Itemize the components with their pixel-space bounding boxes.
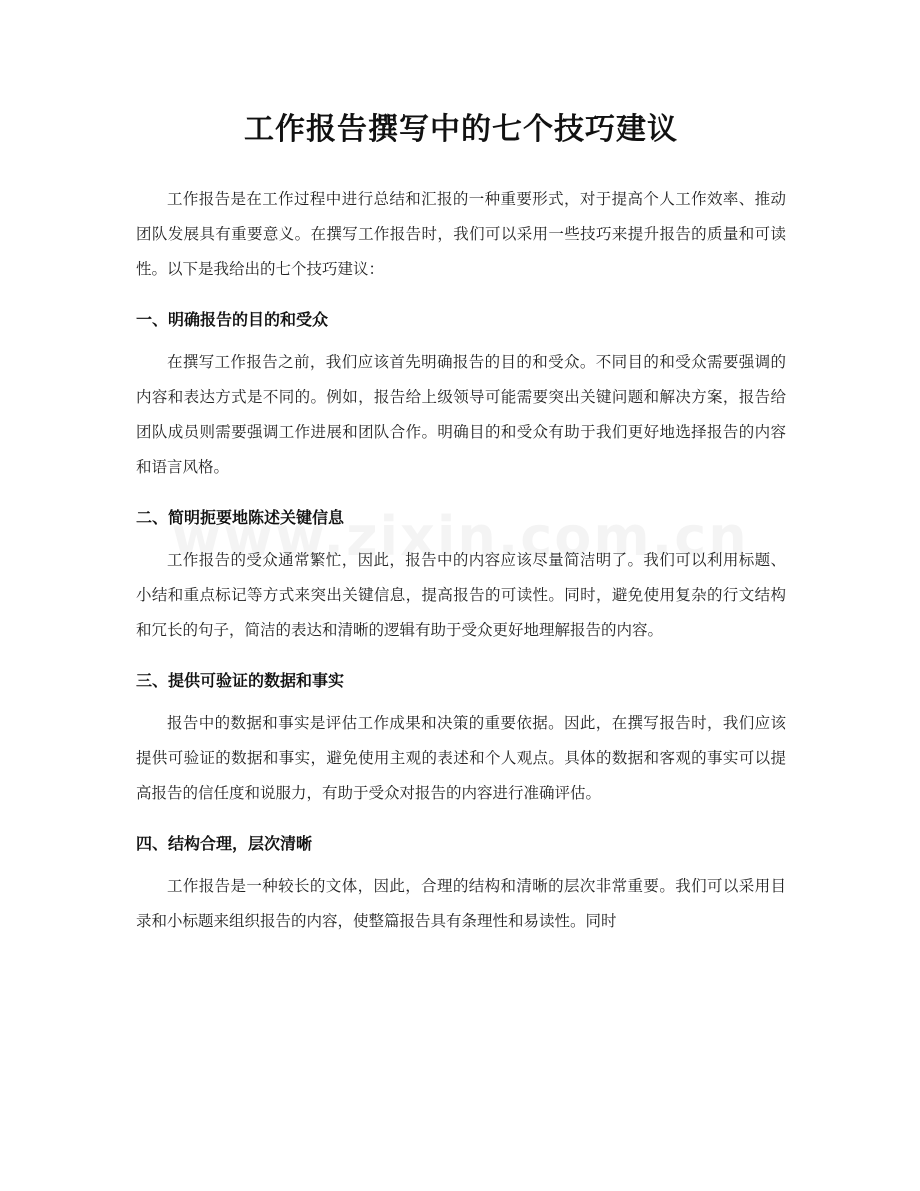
section-body: 报告中的数据和事实是评估工作成果和决策的重要依据。因此，在撰写报告时，我们应该提供可验证的数据和事实，避免使用主观的表述和个人观点。具体的数据和客观的事实可以提高报告的信任度和说服力，有助于受众对报告的内容进行准确评估。 bbox=[136, 714, 786, 802]
section-heading: 四、结构合理，层次清晰 bbox=[136, 834, 313, 853]
section-heading: 二、简明扼要地陈述关键信息 bbox=[136, 508, 345, 527]
section-1 bbox=[136, 305, 786, 485]
section-3 bbox=[136, 666, 786, 811]
section-2 bbox=[136, 503, 786, 648]
section-body: 工作报告是一种较长的文体，因此，合理的结构和清晰的层次非常重要。我们可以采用目录和小标题来组织报告的内容，使整篇报告具有条理性和易读性。同时 bbox=[136, 877, 786, 930]
document-content bbox=[136, 104, 786, 939]
section-body: 在撰写工作报告之前，我们应该首先明确报告的目的和受众。不同目的和受众需要强调的内容和表达方式是不同的。例如，报告给上级领导可能需要突出关键问题和解决方案，报告给团队成员则需要强调工作进展和团队合作。明确目的和受众有助于我们更好地选择报告的内容和语言风格。 bbox=[136, 353, 786, 476]
section-4 bbox=[136, 829, 786, 939]
section-heading: 三、提供可验证的数据和事实 bbox=[136, 671, 345, 690]
intro-paragraph: 工作报告是在工作过程中进行总结和汇报的一种重要形式，对于提高个人工作效率、推动团队发展具有重要意义。在撰写工作报告时，我们可以采用一些技巧来提升报告的质量和可读性。以下是我给出的七个技巧建议： bbox=[136, 190, 786, 278]
document-title: 工作报告撰写中的七个技巧建议 bbox=[244, 112, 678, 147]
section-body: 工作报告的受众通常繁忙，因此，报告中的内容应该尽量简洁明了。我们可以利用标题、小结和重点标记等方式来突出关键信息，提高报告的可读性。同时，避免使用复杂的行文结构和冗长的句子，简洁的表达和清晰的逻辑有助于受众更好地理解报告的内容。 bbox=[136, 551, 786, 639]
section-heading: 一、明确报告的目的和受众 bbox=[136, 310, 329, 329]
